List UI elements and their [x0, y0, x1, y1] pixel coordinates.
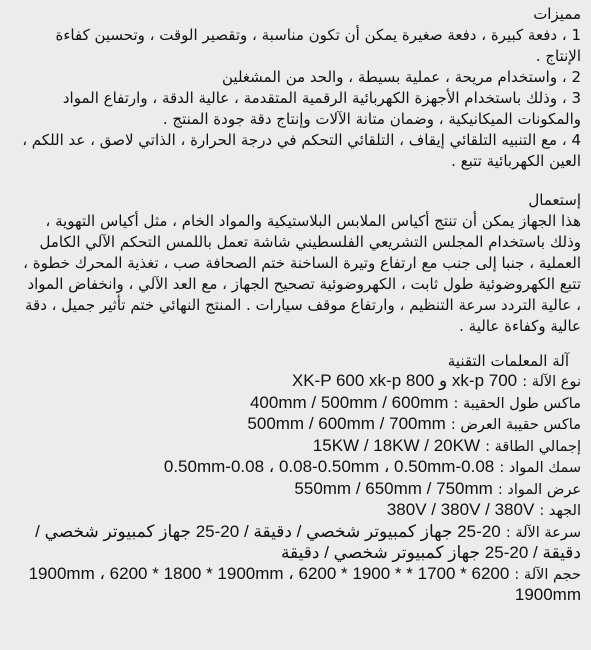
specs-heading: آلة المعلمات التقنية [447, 352, 569, 370]
spec-row-material-width [18, 479, 581, 501]
spec-label: الجهد : [539, 503, 581, 519]
spec-value: 6200 * 1700 * 1900mm ، 6200 * 1800 * 1900mm ، 6200 * 1900 * 1900mm [28, 563, 581, 604]
usage-heading: إستعمال [528, 191, 581, 209]
spacer [18, 337, 581, 351]
spec-label: إجمالي الطاقة : [485, 438, 581, 455]
spec-row-max-bag-length [18, 393, 581, 415]
spec-value: 550mm / 650mm / 750mm [294, 478, 493, 498]
spec-label: نوع الآلة : [522, 374, 581, 390]
spec-row-machine-speed [18, 522, 581, 564]
spec-value: 380V / 380V / 380V [386, 500, 535, 519]
feature-item-1: 1 ، دفعة كبيرة ، دفعة صغيرة يمكن أن تكون مناسبة ، وتقصير الوقت ، وتحسين كفاءة الإنتاج . [55, 26, 581, 65]
spec-value: 20-25 جهاز كمبيوتر شخصي / دقيقة / 20-25 جهاز كمبيوتر شخصي / دقيقة / 20-25 جهاز كمبيوتر شخصي / دقيقة [35, 521, 581, 562]
spacer [18, 172, 581, 190]
spec-value: 500mm / 600mm / 700mm [247, 414, 446, 433]
spec-row-voltage [18, 500, 581, 522]
spec-row-material-thickness [18, 457, 581, 479]
usage-text: هذا الجهاز يمكن أن تنتج أكياس الملابس البلاستيكية والمواد الخام ، مثل أكياس التهوية ، وذلك باستخدام المجلس التشريعي الفلسطيني شاشة تعمل باللمس التحكم الآلي الكامل العملية ، جنبا إلى جنب مع ارتفاع وتيرة الساخنة ختم الصحافة صب ، تغذية المحرك خطوة ، تتبع الكهروضوئية طول ثابت ، الكهروضوئية تصحيح الجهاز ، مع العد الآلي ، وانخفاض المواد ، عالية التردد سرعة التنظيم ، وارتفاع موقف سيارات . المنتج النهائي ختم تأثير جميل ، دقة عالية وكفاءة عالية . [23, 212, 581, 335]
features-heading: مميزات [533, 5, 581, 23]
spec-label: عرض المواد : [497, 481, 581, 498]
spec-label: سرعة الآلة : [505, 524, 581, 541]
spec-label: حجم الآلة : [514, 566, 581, 583]
spec-label: سمك المواد : [499, 460, 581, 476]
feature-item-2: 2 ، واستخدام مريحة ، عملية بسيطة ، والحد من المشغلين [222, 68, 581, 86]
spec-row-machine-type [18, 371, 581, 393]
spec-value: 0.08-0.50mm-0.08 ، 0.08-0.50mm ، 0.50mm [163, 457, 495, 476]
spec-label: ماكس طول الحقيبة : [453, 395, 581, 412]
spec-row-total-power [18, 436, 581, 458]
spec-value: xk-p 700 و XK-P 600 xk-p 800 [291, 371, 518, 390]
spec-row-max-bag-width [18, 414, 581, 436]
feature-item-4: 4 ، مع التنبيه التلقائي إيقاف ، التلقائي التحكم في درجة الحرارة ، الذاتي لاصق ، عد اللكم ، العين الكهربائية تتبع . [22, 131, 581, 170]
spec-row-machine-size [18, 564, 581, 606]
spec-value: 400mm / 500mm / 600mm [249, 392, 449, 412]
feature-item-3: 3 ، وذلك باستخدام الأجهزة الكهربائية الرقمية المتقدمة ، عالية الدقة ، وارتفاع المواد والمكونات الميكانيكية ، وضمان متانة الآلات وإنتاج دقة جودة المنتج . [62, 89, 581, 128]
spec-label: ماكس حقيبة العرض : [450, 417, 581, 433]
spec-value: 15KW / 18KW / 20KW [312, 435, 481, 455]
